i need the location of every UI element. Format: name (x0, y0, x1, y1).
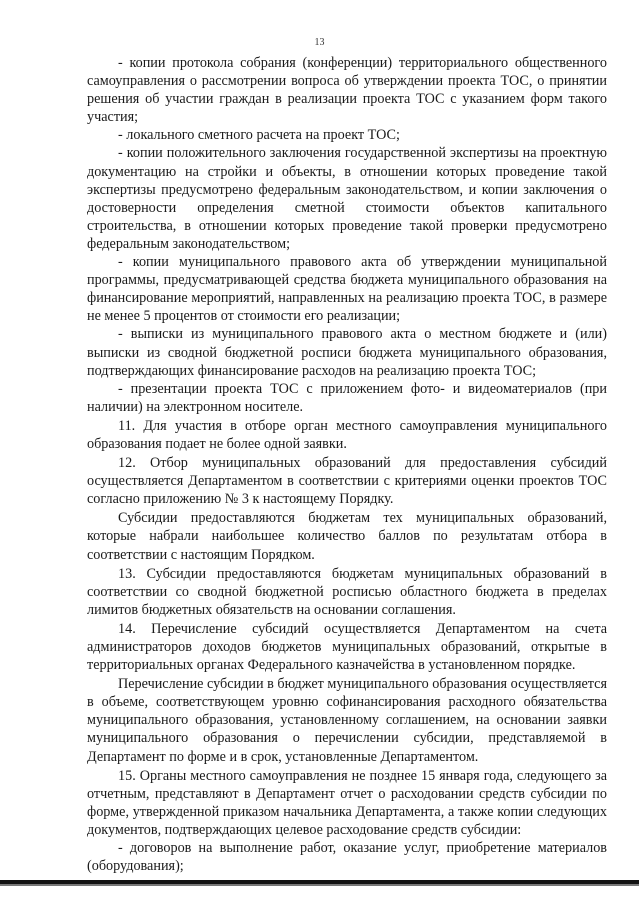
page-number: 13 (314, 37, 325, 48)
list-item-budget-extracts: - выписки из муниципального правового акта о местном бюджете и (или) выписки из сводной бюджетной росписи бюджета муниципального образования, подтверждающих финансирование расходов на реализацию проекта ТОС; (87, 326, 607, 379)
list-item-contracts: - договоров на выполнение работ, оказание услуг, приобретение материалов (оборудования); (87, 840, 607, 875)
list-item-estimate: - локального сметного расчета на проект ТОС; (118, 127, 400, 144)
scan-edge-shadow (0, 884, 639, 886)
clause-11: 11. Для участия в отборе орган местного самоуправления муниципального образования подает не более одной заявки. (87, 417, 607, 452)
clause-13: 13. Субсидии предоставляются бюджетам муниципальных образований в соответствии со сводной бюджетной росписью областного бюджета в пределах лимитов бюджетных обязательств на основании соглашения. (87, 565, 607, 618)
list-item-municipal-program: - копии муниципального правового акта об утверждении муниципальной программы, предусматривающей средства бюджета муниципального образования на финансирование мероприятий, направленных на реализацию проекта ТОС, в размере не менее 5 процентов от стоимости его реализации; (87, 254, 607, 325)
clause-14-transfer: Перечисление субсидии в бюджет муниципального образования осуществляется в объеме, соответствующем уровню софинансирования расходного обязательства муниципального образования, установленному соглашением, на основании заявки муниципального образования о перечислении субсидии, представляемой в Департамент по форме и в срок, установленные Департаментом. (87, 676, 607, 765)
clause-12-subsidies: Субсидии предоставляются бюджетам тех муниципальных образований, которые набрали наибольшее количество баллов по результатам отбора в соответствии с настоящим Порядком. (87, 510, 607, 563)
clause-14: 14. Перечисление субсидий осуществляется Департаментом на счета администраторов доходов бюджетов муниципальных образований, открытые в территориальных органах Федерального казначейства в установленном порядке. (87, 620, 607, 674)
list-item-protocol-copy: - копии протокола собрания (конференции) территориального общественного самоуправления о рассмотрении вопроса об утверждении проекта ТОС, о принятии решения об участии граждан в реализации проекта ТОС с указанием форм такого участия; (87, 55, 607, 126)
list-item-expertise-conclusion: - копии положительного заключения государственной экспертизы на проектную документацию на стройки и объекты, в отношении которых проведение такой экспертизы предусмотрено федеральным законодательством, и копии заключения о достоверности определения сметной стоимости объектов капитального строительства, в отношении которых проведение такой проверки предусмотрено федеральным законодательством; (87, 145, 607, 252)
clause-12: 12. Отбор муниципальных образований для предоставления субсидий осуществляется Департаментом в соответствии с критериями оценки проектов ТОС согласно приложению № 3 к настоящему Порядку. (87, 455, 607, 508)
document-body (87, 54, 607, 875)
clause-15: 15. Органы местного самоуправления не позднее 15 января года, следующего за отчетным, представляют в Департамент отчет о расходовании средств субсидии по форме, утвержденной приказом начальника Департамента, а также копии следующих документов, подтверждающих целевое расходование средств субсидии: (87, 767, 607, 838)
list-item-presentation: - презентации проекта ТОС с приложением фото- и видеоматериалов (при наличии) на электронном носителе. (87, 380, 607, 415)
